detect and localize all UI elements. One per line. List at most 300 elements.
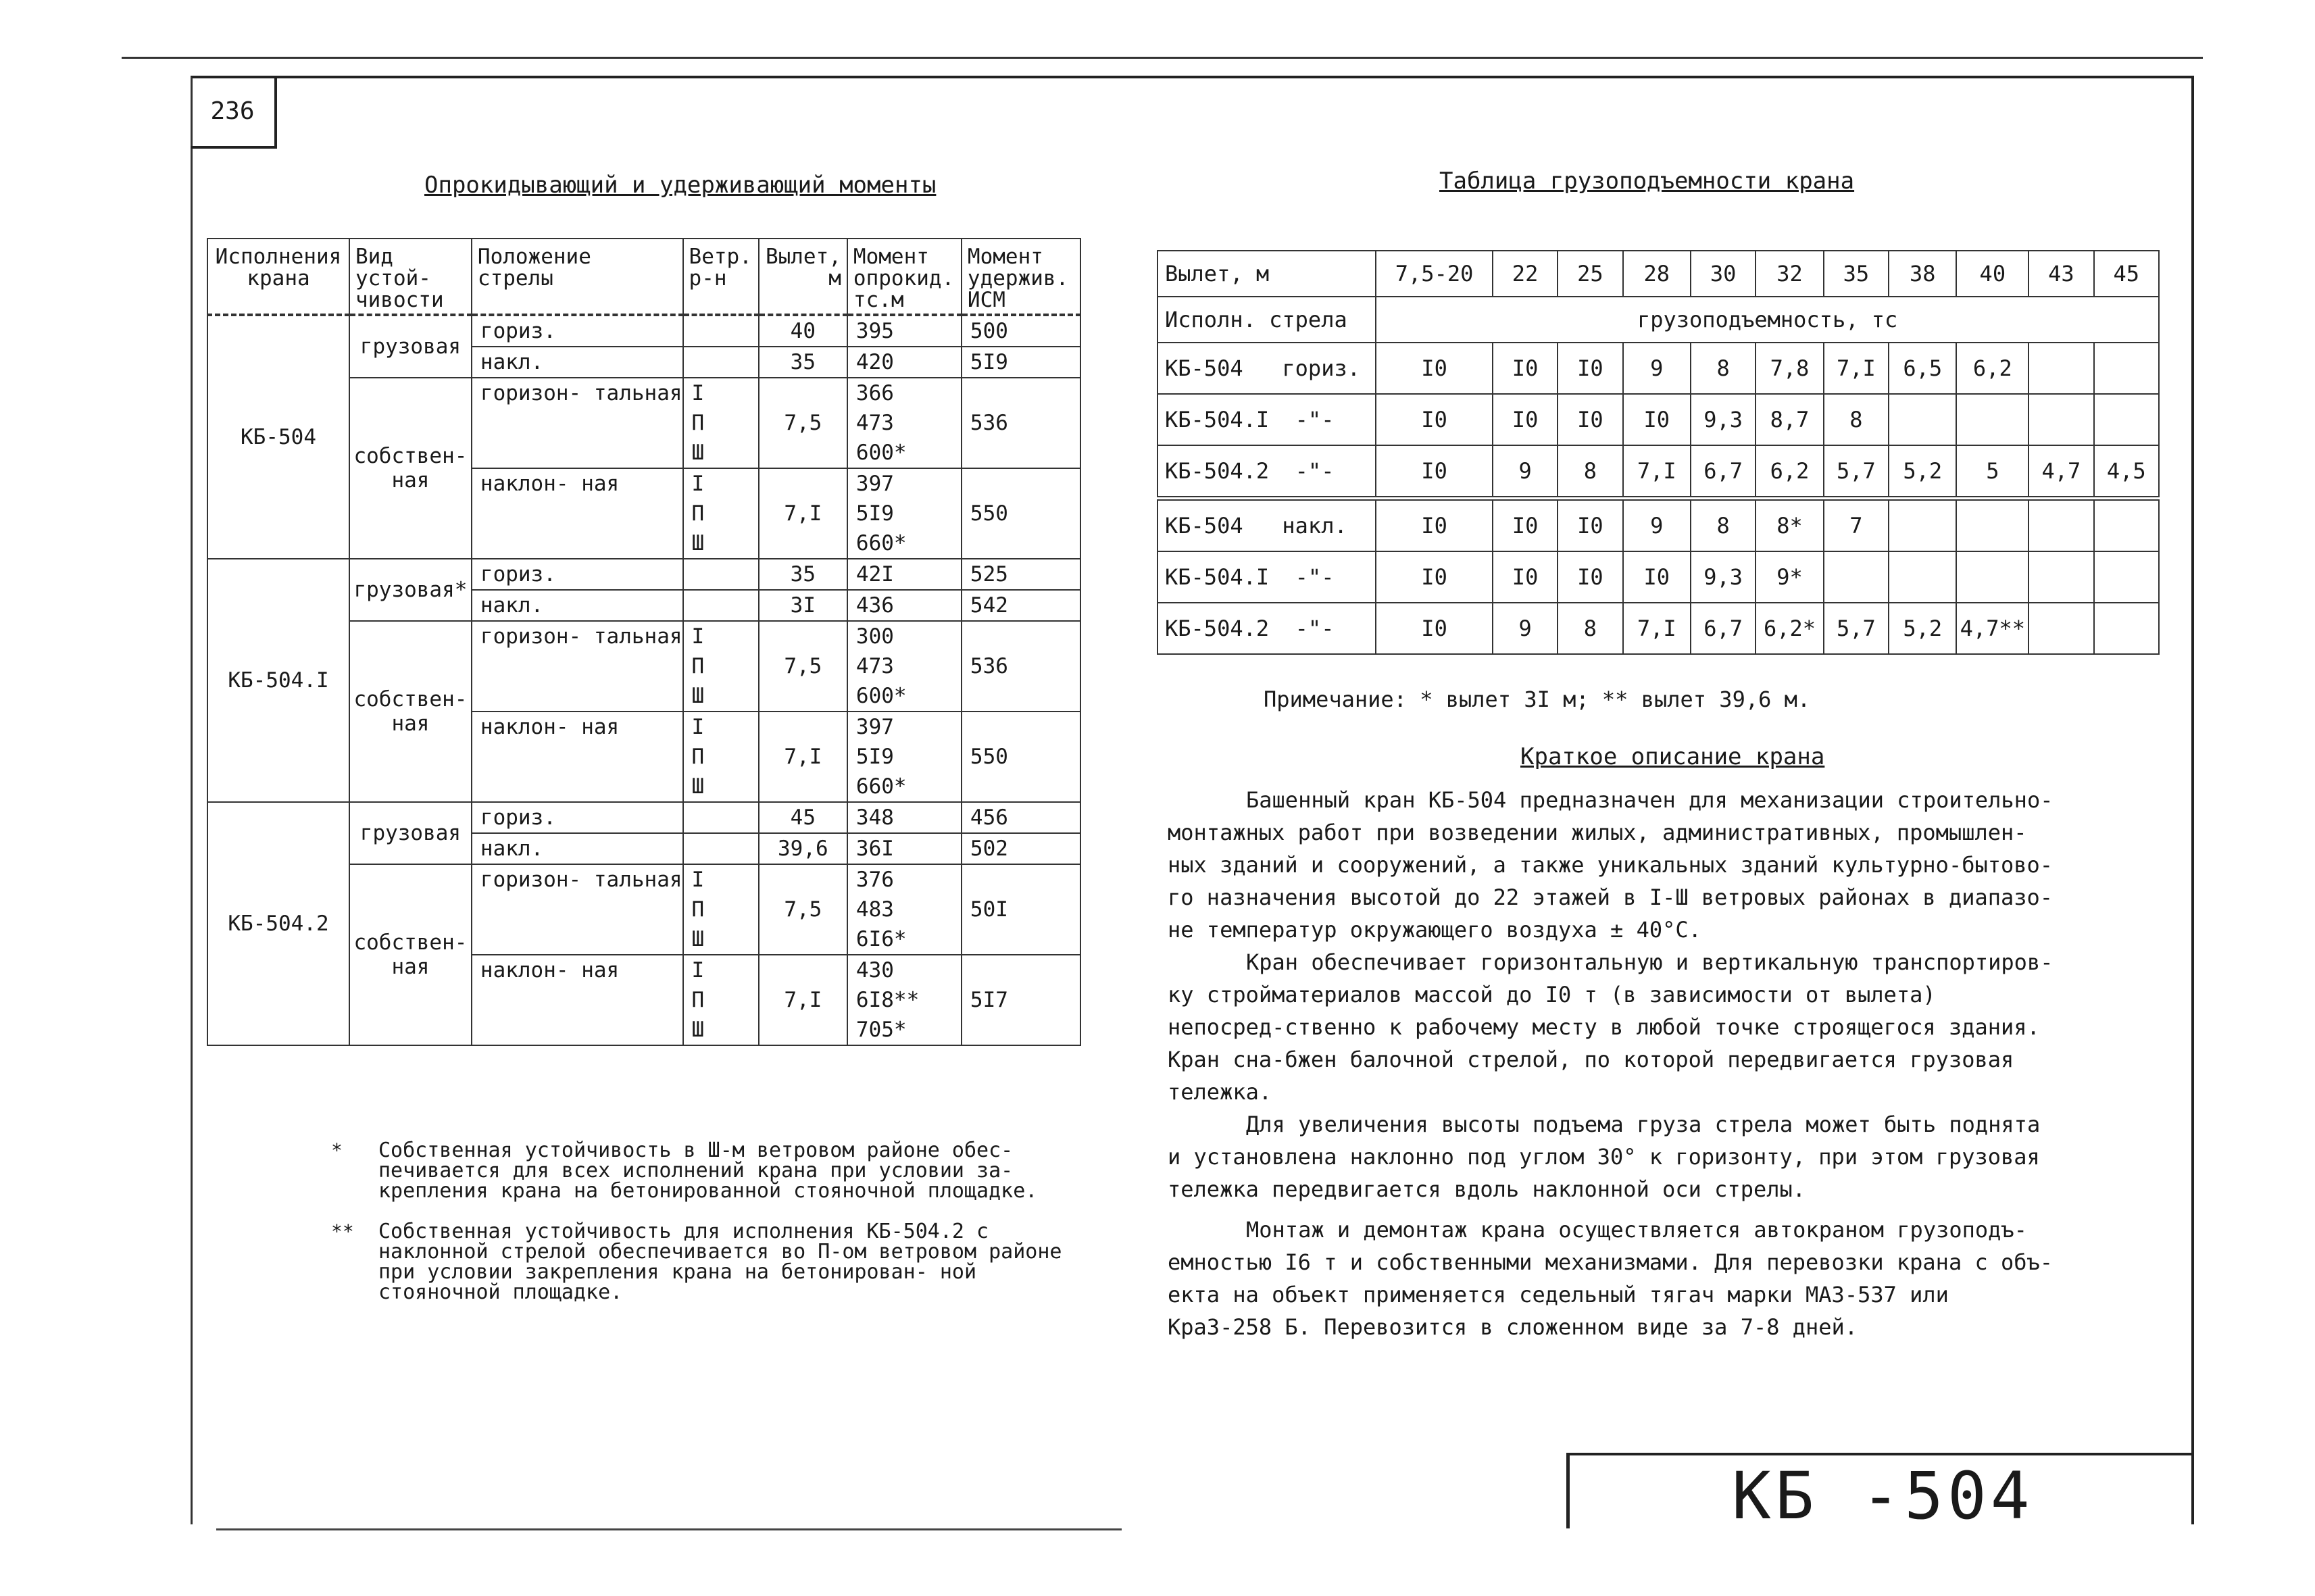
tipping-moment-cell-line: 395 [855, 319, 894, 343]
holding-moment-cell-line: 525 [970, 562, 1008, 587]
wind-region-cell [683, 378, 759, 468]
holding-moment-cell-line: 50I [970, 897, 1008, 922]
capacity-value-cell: I0 [1376, 499, 1493, 552]
reach-cell-line: 35 [790, 562, 816, 587]
tipping-moment-cell [847, 712, 962, 802]
capacity-value-cell: 9,3 [1691, 394, 1756, 445]
holding-moment-cell [962, 712, 1080, 802]
wind-region-cell-line: П [691, 654, 705, 678]
boom-position-cell [472, 621, 683, 712]
capacity-value-cell: I0 [1376, 551, 1493, 603]
crane-version-cell: КБ-504.2 [207, 802, 349, 1045]
capacity-value-cell: 6,5 [1889, 343, 1956, 394]
reach-value-cell: 32 [1756, 251, 1823, 297]
crane-version-cell: КБ-504 [207, 315, 349, 559]
capacity-value-cell: 8* [1756, 499, 1823, 552]
reach-cell-line [760, 681, 847, 711]
capacity-value-cell: 9 [1493, 603, 1558, 654]
tipping-moment-cell-line: 420 [855, 350, 894, 374]
holding-moment-cell [962, 315, 1080, 347]
reach-value-cell: 28 [1623, 251, 1691, 297]
capacity-value-cell: I0 [1376, 394, 1493, 445]
reach-cell [759, 621, 847, 712]
tipping-moment-cell-line: 376 [855, 868, 894, 892]
capacity-value-cell: I0 [1558, 551, 1622, 603]
capacity-value-cell [1956, 394, 2028, 445]
wind-region-cell [683, 468, 759, 559]
wind-region-cell [683, 864, 759, 955]
wind-region-cell-line: Ш [691, 1018, 705, 1042]
wind-region-cell [683, 955, 759, 1045]
wind-region-cell-line [684, 559, 758, 589]
reach-cell-line: 45 [790, 805, 816, 830]
boom-position-cell-line: накл. [480, 350, 544, 374]
reach-cell-line: 7,5 [784, 654, 822, 678]
capacity-value-cell [2094, 394, 2159, 445]
capacity-value-cell: 9 [1493, 445, 1558, 499]
boom-position-cell [472, 712, 683, 802]
boom-position-cell [472, 590, 683, 621]
capacity-value-cell: 5,7 [1824, 603, 1889, 654]
boom-position-cell [472, 955, 683, 1045]
wind-region-cell-line: I [691, 624, 705, 649]
capacity-row-label: КБ-504 гориз. [1158, 343, 1376, 394]
capacity-value-cell: 8 [1558, 445, 1622, 499]
capacity-value-cell: 7,8 [1756, 343, 1823, 394]
boom-position-cell [472, 802, 683, 833]
wind-region-cell [683, 590, 759, 621]
wind-region-cell [683, 802, 759, 833]
footnote [331, 1141, 1108, 1201]
reach-cell-line [760, 955, 847, 985]
boom-position-cell-line: горизон- тальная [480, 868, 682, 892]
reach-cell [759, 712, 847, 802]
boom-position-cell-line: горизон- тальная [480, 624, 682, 649]
wind-region-cell-line: I [691, 472, 705, 496]
capacity-value-cell: 8,7 [1756, 394, 1823, 445]
bottom-rule [216, 1528, 1122, 1530]
tipping-moment-cell-line: 5I9 [855, 501, 894, 526]
reach-value-cell: 40 [1956, 251, 2028, 297]
tipping-moment-cell-line: 6I6* [855, 927, 907, 951]
wind-region-cell-line: I [691, 868, 705, 892]
reach-cell-line: 3I [790, 593, 816, 618]
reach-value-cell: 38 [1889, 251, 1956, 297]
capacity-value-cell: 6,2 [1956, 343, 2028, 394]
holding-moment-cell-line: 550 [970, 501, 1008, 526]
capacity-value-cell: I0 [1558, 343, 1622, 394]
wind-region-cell-line: Ш [691, 774, 705, 799]
holding-moment-cell [962, 864, 1080, 955]
boom-position-cell-line [472, 772, 682, 801]
boom-position-cell-line: накл. [480, 593, 544, 618]
top-rule [122, 57, 2203, 59]
boom-position-cell-line: горизон- тальная [480, 381, 682, 405]
capacity-value-cell [1956, 551, 2028, 603]
moments-row [207, 802, 1080, 833]
boom-position-cell [472, 468, 683, 559]
footnote-text: Собственная устойчивость в Ш-м ветровом районе обес- печивается для всех исполнений крана при условии за- крепления крана на бетонированной стояночной площадке. [378, 1139, 1038, 1203]
capacity-reach-row [1158, 251, 2159, 297]
moments-table [207, 238, 1081, 1046]
header-cell: Вид устой- чивости [349, 239, 472, 315]
capacity-value-cell: 4,5 [2094, 445, 2159, 499]
reach-cell-line: 7,I [784, 988, 822, 1012]
holding-moment-cell-line [962, 681, 1080, 711]
reach-cell-line: 7,5 [784, 411, 822, 435]
wind-region-cell-line [684, 347, 758, 377]
capacity-row-label: КБ-504.2 -"- [1158, 603, 1376, 654]
holding-moment-cell-line: 500 [970, 319, 1008, 343]
wind-region-cell [683, 712, 759, 802]
tipping-moment-cell [847, 559, 962, 590]
capacity-row-label: КБ-504.I -"- [1158, 551, 1376, 603]
reach-cell-line: 35 [790, 350, 816, 374]
tipping-moment-cell-line: 42I [855, 562, 894, 587]
header-cell: Ветр. р-н [683, 239, 759, 315]
holding-moment-cell-line: 536 [970, 654, 1008, 678]
capacity-value-cell: 9 [1623, 343, 1691, 394]
capacity-value-cell [1889, 499, 1956, 552]
reach-cell [759, 955, 847, 1045]
description-paragraph: Башенный кран КБ-504 предназначен для механизации строительно-монтажных работ при возведении жилых, административных, промышлен-ных зданий и сооружений, а также уникальных зданий культурно-бытово-го назначения высотой до 22 этажей в I-Ш ветровых районах в диапазо-не температур окружающего воздуха ± 40°С. [1168, 787, 2053, 943]
capacity-value-cell: I0 [1376, 603, 1493, 654]
header-cell: Положение стрелы [472, 239, 683, 315]
capacity-value-cell: 9* [1756, 551, 1823, 603]
reach-cell-line: 7,I [784, 501, 822, 526]
reach-cell-line [760, 924, 847, 954]
wind-region-cell [683, 833, 759, 864]
moments-header-row [207, 239, 1080, 315]
boom-position-cell-line [472, 651, 682, 681]
reach-cell-line [760, 1015, 847, 1045]
capacity-value-cell [1889, 551, 1956, 603]
boom-position-cell-line: наклон- ная [480, 715, 620, 739]
holding-moment-cell-line [962, 378, 1080, 408]
boom-position-cell-line [472, 742, 682, 772]
description-paragraph: Монтаж и демонтаж крана осуществляется автокраном грузоподъ-емностью I6 т и собственными механизмами. Для перевозки крана с объ-екта на объект применяется седельный тягач марки МАЗ-537 или КраЗ-258 Б. Перевозится в сложенном виде за 7-8 дней. [1168, 1217, 2053, 1340]
wind-region-cell-line: Ш [691, 684, 705, 708]
tipping-moment-cell-line: 473 [855, 411, 894, 435]
tipping-moment-cell [847, 315, 962, 347]
boom-position-cell-line: гориз. [480, 562, 556, 587]
boom-position-cell-line: наклон- ная [480, 958, 620, 982]
capacity-value-cell: 5,2 [1889, 445, 1956, 499]
boom-position-cell [472, 559, 683, 590]
capacity-label: грузоподъемность, тс [1376, 297, 2159, 343]
capacity-value-cell: I0 [1493, 499, 1558, 552]
holding-moment-cell-line [962, 438, 1080, 468]
tipping-moment-cell [847, 802, 962, 833]
description-title: Краткое описание крана [1520, 743, 1825, 770]
wind-region-cell-line [684, 591, 758, 620]
boom-position-cell-line [472, 1015, 682, 1045]
wind-region-cell-line: П [691, 501, 705, 526]
wind-region-cell-line [684, 834, 758, 864]
reach-value-cell: 7,5-20 [1376, 251, 1493, 297]
capacity-value-cell: I0 [1623, 551, 1691, 603]
tipping-moment-cell [847, 864, 962, 955]
tipping-moment-cell-line: 397 [855, 715, 894, 739]
tipping-moment-cell [847, 590, 962, 621]
wind-region-cell-line: I [691, 715, 705, 739]
wind-region-cell-line: I [691, 958, 705, 982]
capacity-value-cell: 7,I [1824, 343, 1889, 394]
holding-moment-cell [962, 590, 1080, 621]
capacity-value-cell: 6,2* [1756, 603, 1823, 654]
moments-row [207, 559, 1080, 590]
reach-cell [759, 864, 847, 955]
capacity-value-cell: I0 [1493, 394, 1558, 445]
capacity-value-cell [2094, 343, 2159, 394]
holding-moment-cell [962, 621, 1080, 712]
reach-cell-line: 7,5 [784, 897, 822, 922]
wind-region-cell-line: Ш [691, 441, 705, 465]
moments-row [207, 315, 1080, 347]
tipping-moment-cell [847, 833, 962, 864]
capacity-value-cell [2094, 551, 2159, 603]
holding-moment-cell [962, 955, 1080, 1045]
stability-type-cell: грузовая* [349, 559, 472, 621]
holding-moment-cell-line [962, 772, 1080, 801]
reach-value-cell: 35 [1824, 251, 1889, 297]
capacity-value-cell: 6,7 [1691, 603, 1756, 654]
capacity-value-cell [2094, 499, 2159, 552]
reach-cell-line [760, 622, 847, 651]
boom-position-cell [472, 378, 683, 468]
footnote-mark: ** [331, 1220, 354, 1243]
wind-region-cell [683, 347, 759, 378]
holding-moment-cell-line [962, 1015, 1080, 1045]
reach-cell-line [760, 528, 847, 558]
description [1168, 784, 2060, 1343]
wind-region-cell-line [684, 803, 758, 832]
footnote [331, 1222, 1108, 1303]
capacity-value-cell: I0 [1493, 343, 1558, 394]
boom-position-cell [472, 315, 683, 347]
tipping-moment-cell [847, 955, 962, 1045]
holding-moment-cell-line [962, 955, 1080, 985]
capacity-value-cell: 5 [1956, 445, 2028, 499]
boom-position-cell [472, 864, 683, 955]
capacity-row-label: КБ-504.2 -"- [1158, 445, 1376, 499]
capacity-row [1158, 603, 2159, 654]
page-number: 236 [191, 76, 277, 149]
wind-region-cell [683, 559, 759, 590]
holding-moment-cell-line: 536 [970, 411, 1008, 435]
left-footnotes [331, 1141, 1108, 1323]
stability-type-cell: собствен- ная [349, 621, 472, 802]
holding-moment-cell-line [962, 712, 1080, 742]
header-cell: Исполнения крана [207, 239, 349, 315]
tipping-moment-cell-line: 430 [855, 958, 894, 982]
tipping-moment-cell-line: 300 [855, 624, 894, 649]
tipping-moment-cell-line: 36I [855, 837, 894, 861]
reach-label: Вылет, м [1158, 251, 1376, 297]
tipping-moment-cell-line: 473 [855, 654, 894, 678]
version-boom-label: Исполн. стрела [1158, 297, 1376, 343]
footnote-mark: * [331, 1139, 343, 1162]
capacity-row [1158, 394, 2159, 445]
reach-cell [759, 590, 847, 621]
capacity-value-cell: I0 [1558, 394, 1622, 445]
capacity-value-cell: 9,3 [1691, 551, 1756, 603]
reach-cell [759, 833, 847, 864]
holding-moment-cell-line [962, 469, 1080, 499]
boom-position-cell-line: накл. [480, 837, 544, 861]
reach-value-cell: 30 [1691, 251, 1756, 297]
capacity-value-cell [2028, 394, 2093, 445]
reach-cell-line [760, 772, 847, 801]
tipping-moment-cell-line: 705* [855, 1018, 907, 1042]
tipping-moment-cell-line: 660* [855, 774, 907, 799]
wind-region-cell-line: П [691, 988, 705, 1012]
reach-cell-line [760, 378, 847, 408]
capacity-value-cell: 4,7** [1956, 603, 2028, 654]
capacity-row [1158, 551, 2159, 603]
capacity-value-cell: 7 [1824, 499, 1889, 552]
capacity-note: Примечание: * вылет 3I м; ** вылет 39,6 м. [1264, 687, 1811, 712]
boom-position-cell-line: гориз. [480, 319, 556, 343]
holding-moment-cell [962, 559, 1080, 590]
boom-position-cell-line [472, 985, 682, 1015]
reach-value-cell: 22 [1493, 251, 1558, 297]
stamp-text: КБ -504 [1732, 1458, 2034, 1534]
holding-moment-cell-line: 5I7 [970, 988, 1008, 1012]
capacity-value-cell [2028, 343, 2093, 394]
footnote-text: Собственная устойчивость для исполнения КБ-504.2 с наклонной стрелой обеспечивается во П-ом ветровом районе при условии закрепления крана на бетонирован- ной стояночной площадке. [378, 1220, 1062, 1304]
wind-region-cell-line: П [691, 745, 705, 769]
capacity-value-cell: 8 [1824, 394, 1889, 445]
left-table-title: Опрокидывающий и удерживающий моменты [424, 172, 937, 199]
stability-type-cell: грузовая [349, 802, 472, 864]
reach-cell [759, 468, 847, 559]
tipping-moment-cell [847, 468, 962, 559]
capacity-value-cell: I0 [1558, 499, 1622, 552]
stability-type-cell: собствен- ная [349, 864, 472, 1045]
capacity-value-cell: I0 [1623, 394, 1691, 445]
capacity-subheader-row [1158, 297, 2159, 343]
tipping-moment-cell-line: 483 [855, 897, 894, 922]
capacity-row [1158, 445, 2159, 499]
tipping-moment-cell-line: 348 [855, 805, 894, 830]
tipping-moment-cell-line: 397 [855, 472, 894, 496]
wind-region-cell [683, 621, 759, 712]
boom-position-cell-line [472, 924, 682, 954]
capacity-value-cell [2028, 551, 2093, 603]
tipping-moment-cell-line: 660* [855, 531, 907, 555]
capacity-value-cell: 4,7 [2028, 445, 2093, 499]
wind-region-cell-line [684, 316, 758, 346]
holding-moment-cell [962, 468, 1080, 559]
holding-moment-cell-line: 456 [970, 805, 1008, 830]
tipping-moment-cell-line: 6I8** [855, 988, 920, 1012]
reach-cell [759, 378, 847, 468]
reach-cell [759, 315, 847, 347]
header-cell: Момент опрокид. тс.м [847, 239, 962, 315]
tipping-moment-cell-line: 436 [855, 593, 894, 618]
holding-moment-cell-line [962, 528, 1080, 558]
capacity-value-cell: 7,I [1623, 603, 1691, 654]
right-table-title: Таблица грузоподъемности крана [1439, 168, 1855, 195]
tipping-moment-cell [847, 621, 962, 712]
capacity-value-cell: 7,I [1623, 445, 1691, 499]
boom-position-cell [472, 347, 683, 378]
capacity-value-cell: 8 [1558, 603, 1622, 654]
boom-position-cell-line [472, 499, 682, 528]
capacity-row-label: КБ-504 накл. [1158, 499, 1376, 552]
capacity-value-cell: 6,7 [1691, 445, 1756, 499]
tipping-moment-cell-line: 600* [855, 684, 907, 708]
capacity-value-cell [2028, 603, 2093, 654]
description-paragraph: Для увеличения высоты подъема груза стрела может быть поднята и установлена наклонно под углом 30° к горизонту, при этом грузовая тележка передвигается вдоль наклонной оси стрелы. [1168, 1112, 2041, 1202]
capacity-value-cell: 6,2 [1756, 445, 1823, 499]
reach-cell [759, 802, 847, 833]
boom-position-cell-line [472, 528, 682, 558]
header-cell: Момент удержив. ИСМ [962, 239, 1080, 315]
stability-type-cell: грузовая [349, 315, 472, 378]
stability-type-cell: собствен- ная [349, 378, 472, 559]
capacity-table [1157, 250, 2160, 655]
holding-moment-cell [962, 802, 1080, 833]
capacity-value-cell: 9 [1623, 499, 1691, 552]
wind-region-cell-line: П [691, 411, 705, 435]
crane-version-cell: КБ-504.I [207, 559, 349, 802]
capacity-value-cell [1956, 499, 2028, 552]
holding-moment-cell-line [962, 924, 1080, 954]
capacity-value-cell: 5,2 [1889, 603, 1956, 654]
capacity-row [1158, 343, 2159, 394]
holding-moment-cell-line [962, 865, 1080, 895]
wind-region-cell-line: П [691, 897, 705, 922]
description-paragraph: Кран обеспечивает горизонтальную и вертикальную транспортиров-ку стройматериалов массой до I0 т (в зависимости от вылета) непосред-ственно к рабочему месту в любой точке строящегося здания. Кран сна-бжен балочной стрелой, по которой передвигается грузовая тележка. [1168, 949, 2053, 1105]
capacity-value-cell [1889, 394, 1956, 445]
holding-moment-cell-line: 542 [970, 593, 1008, 618]
wind-region-cell [683, 315, 759, 347]
capacity-value-cell [2094, 603, 2159, 654]
tipping-moment-cell [847, 347, 962, 378]
boom-position-cell-line [472, 895, 682, 924]
reach-cell-line [760, 438, 847, 468]
capacity-value-cell: I0 [1376, 343, 1493, 394]
wind-region-cell-line: Ш [691, 531, 705, 555]
boom-position-cell-line: гориз. [480, 805, 556, 830]
reach-cell-line: 7,I [784, 745, 822, 769]
wind-region-cell-line: Ш [691, 927, 705, 951]
wind-region-cell-line: I [691, 381, 705, 405]
reach-value-cell: 45 [2094, 251, 2159, 297]
capacity-row [1158, 499, 2159, 552]
tipping-moment-cell [847, 378, 962, 468]
boom-position-cell-line [472, 408, 682, 438]
holding-moment-cell-line: 550 [970, 745, 1008, 769]
reach-cell-line [760, 865, 847, 895]
reach-cell-line [760, 712, 847, 742]
capacity-value-cell: 5,7 [1824, 445, 1889, 499]
boom-position-cell [472, 833, 683, 864]
capacity-value-cell [1824, 551, 1889, 603]
capacity-value-cell: I0 [1493, 551, 1558, 603]
holding-moment-cell [962, 833, 1080, 864]
capacity-row-label: КБ-504.I -"- [1158, 394, 1376, 445]
tipping-moment-cell-line: 600* [855, 441, 907, 465]
boom-position-cell-line [472, 438, 682, 468]
reach-cell-line: 40 [790, 319, 816, 343]
capacity-value-cell: I0 [1376, 445, 1493, 499]
reach-cell [759, 559, 847, 590]
title-stamp [1566, 1453, 2193, 1534]
tipping-moment-cell-line: 366 [855, 381, 894, 405]
